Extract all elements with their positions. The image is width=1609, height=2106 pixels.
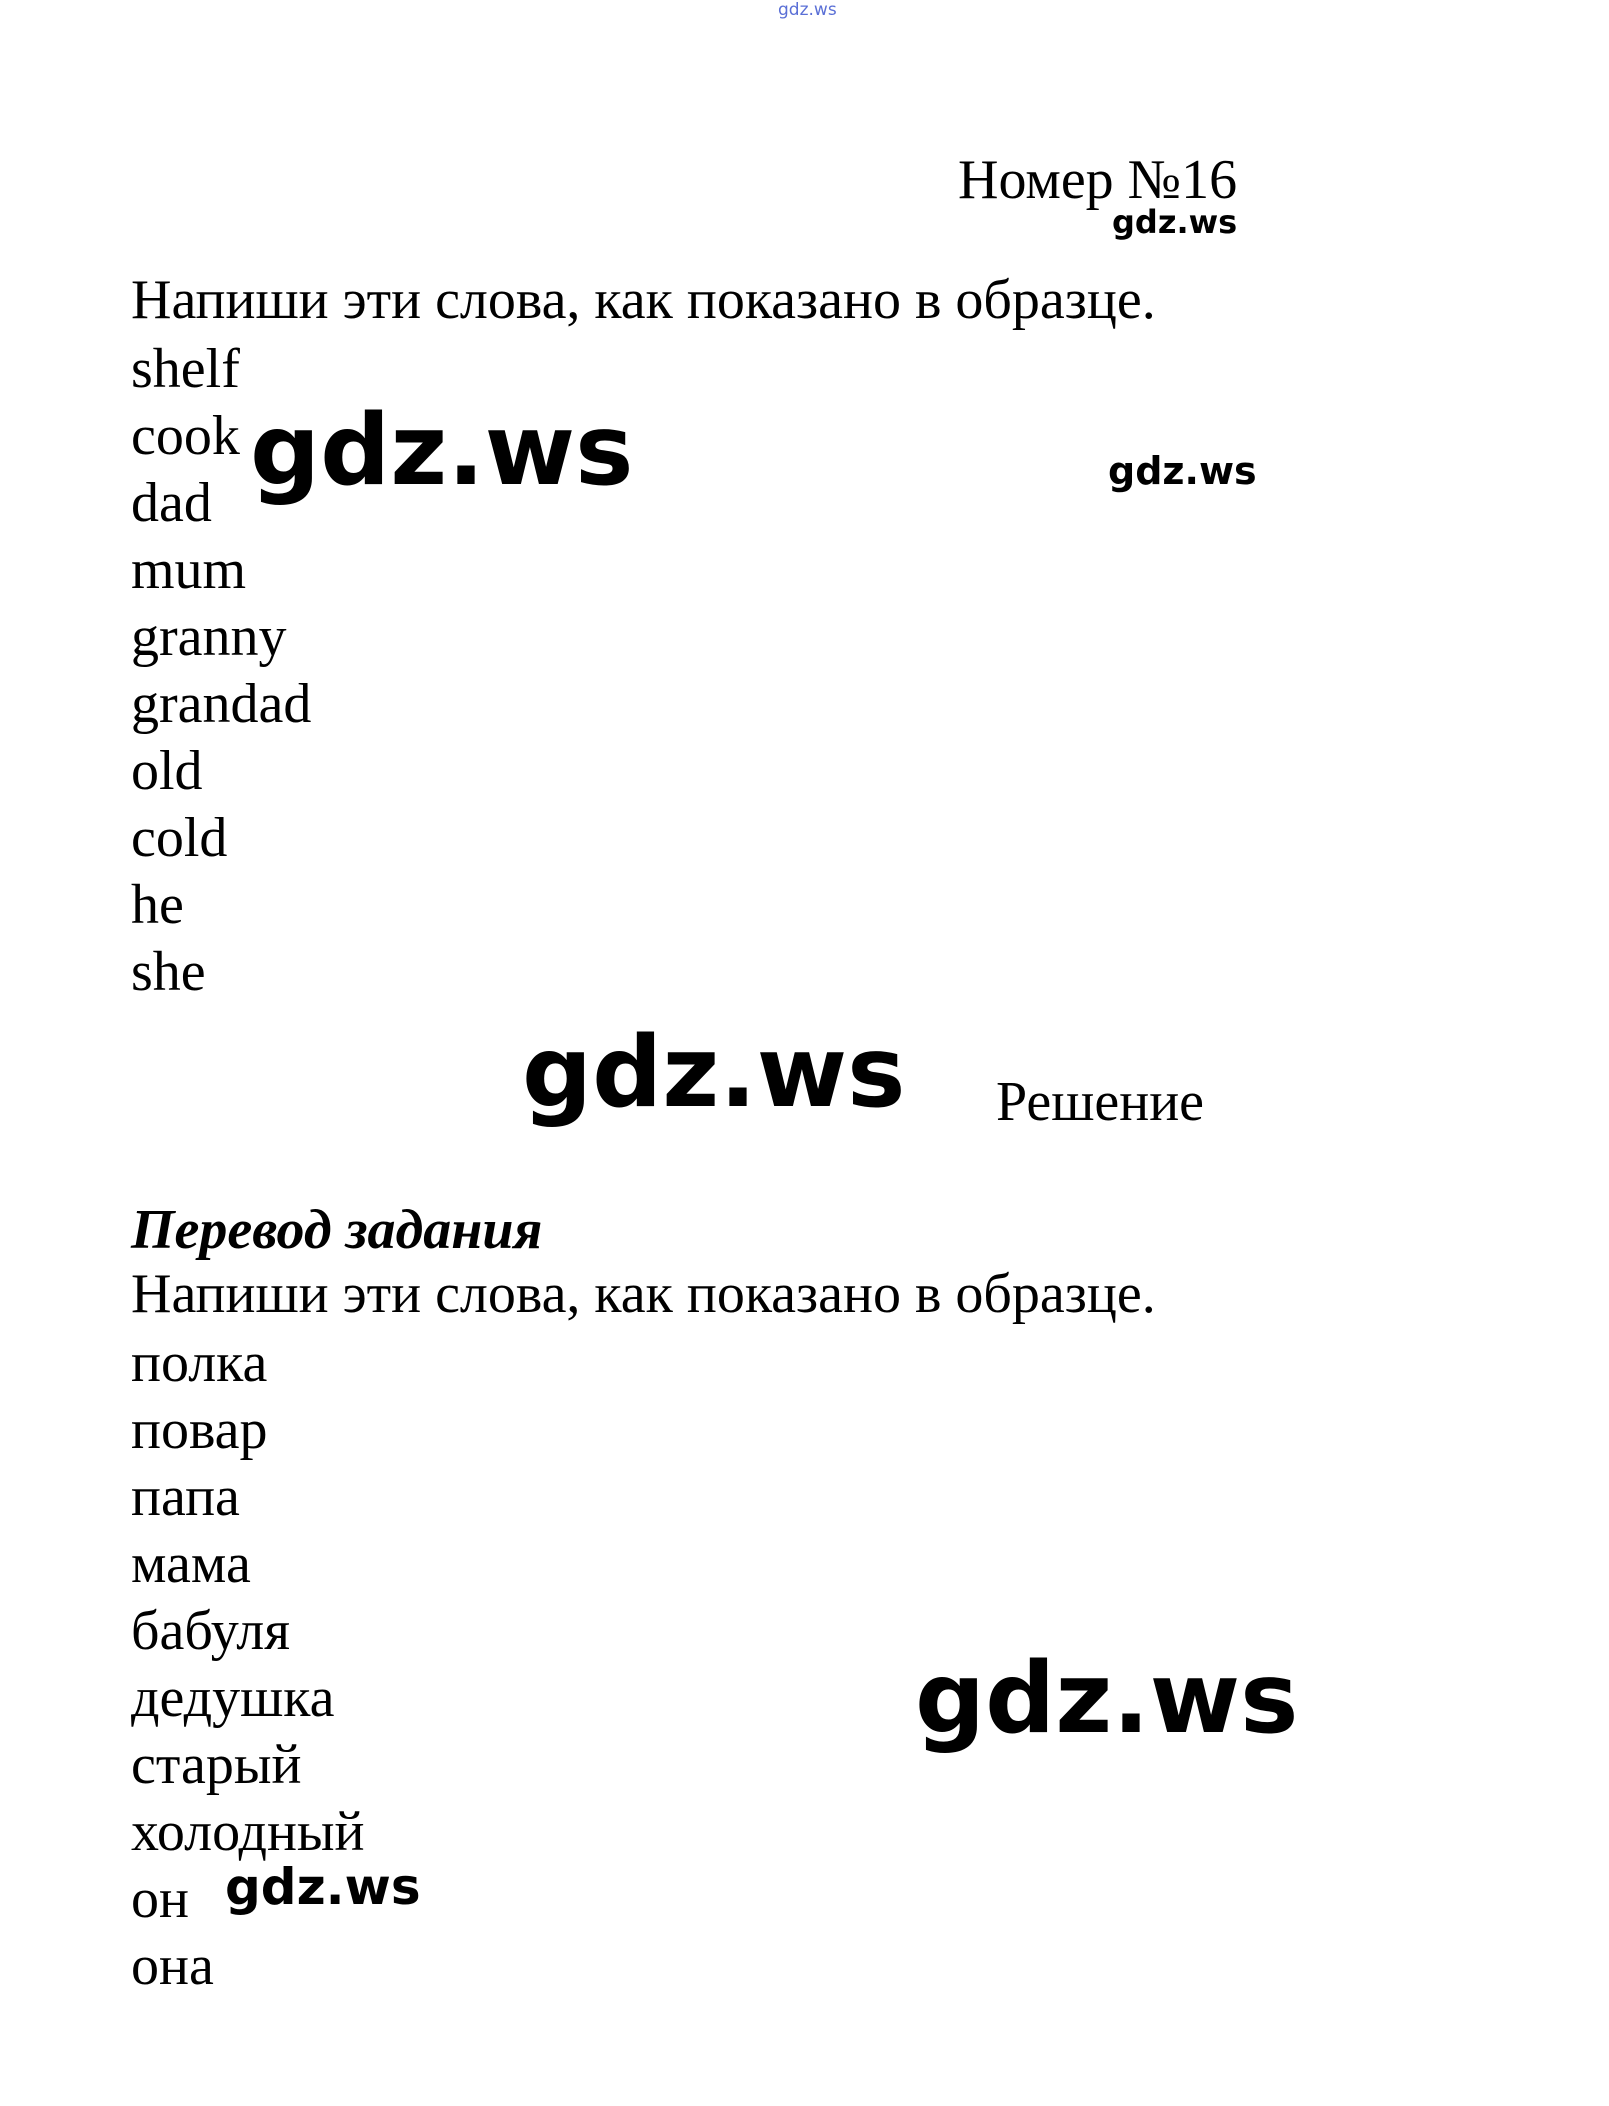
word-item: mum [131, 539, 247, 601]
word-item: she [131, 941, 206, 1003]
word-item: мама [131, 1533, 251, 1595]
word-item: grandad [131, 673, 312, 735]
word-item: дедушка [131, 1667, 335, 1729]
watermark: gdz.ws [522, 1016, 906, 1130]
word-item: he [131, 874, 184, 936]
solution-label: Решение [996, 1071, 1205, 1133]
word-item: старый [131, 1734, 302, 1796]
word-item: dad [131, 472, 212, 534]
watermark: gdz.ws [1112, 203, 1238, 241]
word-item: полка [131, 1332, 268, 1394]
word-item: повар [131, 1399, 268, 1461]
word-item: она [131, 1935, 214, 1997]
word-item: old [131, 740, 203, 802]
top-site-link[interactable]: gdz.ws [778, 0, 837, 20]
instruction-original: Напиши эти слова, как показано в образце. [131, 269, 1156, 331]
watermark: gdz.ws [1108, 449, 1257, 493]
word-item: папа [131, 1466, 240, 1528]
word-item: холодный [131, 1801, 365, 1863]
word-item: он [131, 1868, 189, 1930]
word-item: shelf [131, 338, 240, 400]
word-item: cook [131, 405, 240, 467]
word-item: бабуля [131, 1600, 290, 1662]
word-item: granny [131, 606, 287, 668]
watermark: gdz.ws [915, 1642, 1299, 1756]
translation-title: Перевод задания [131, 1199, 543, 1261]
watermark: gdz.ws [225, 1858, 421, 1916]
instruction-translation: Напиши эти слова, как показано в образце. [131, 1263, 1156, 1325]
watermark: gdz.ws [250, 394, 634, 508]
word-item: cold [131, 807, 228, 869]
exercise-heading: Номер №16 [958, 149, 1238, 211]
